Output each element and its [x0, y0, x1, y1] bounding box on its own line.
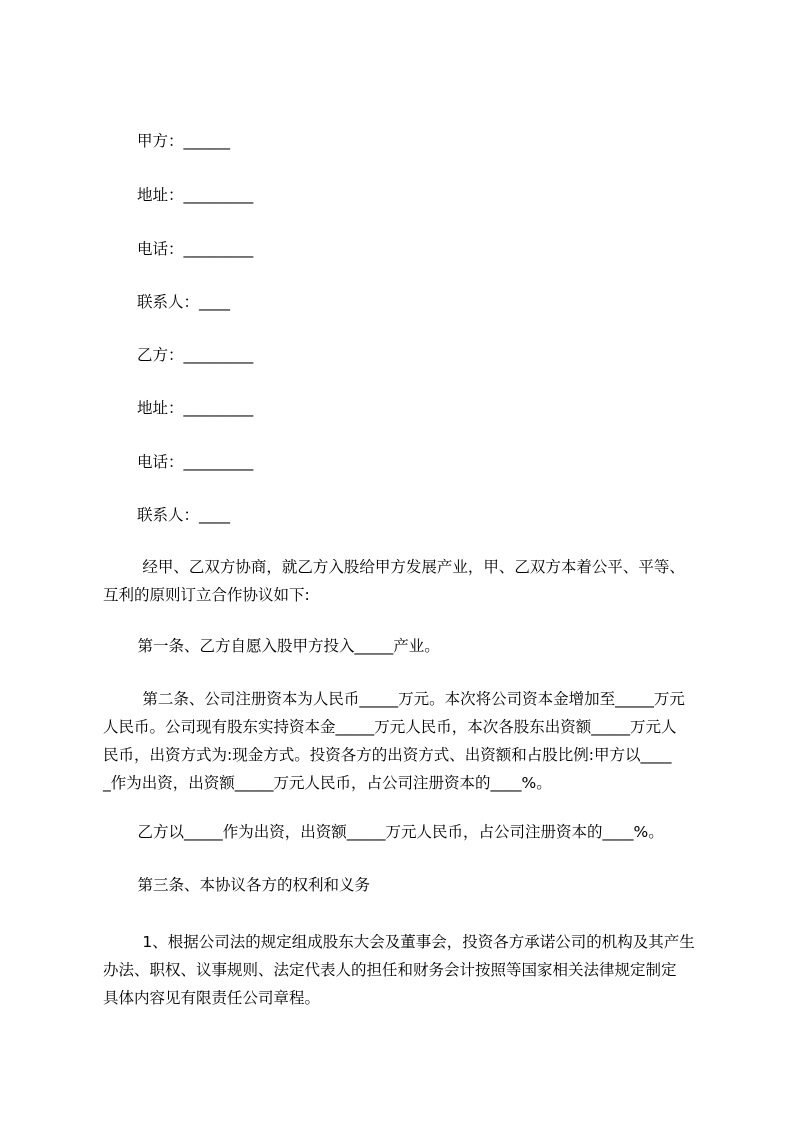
party-b-contact: 联系人：____: [137, 506, 231, 524]
party-a-phone: 电话：_________: [137, 240, 254, 258]
party-b-phone: 电话：_________: [137, 453, 254, 471]
party-a-contact: 联系人：____: [137, 293, 231, 311]
article-2-party-b: 乙方以_____作为出资，出资额_____万元人民币，占公司注册资本的____%。: [103, 823, 664, 841]
party-a-address: 地址：_________: [137, 186, 254, 204]
party-b-address: 地址：_________: [137, 399, 254, 417]
article-1: 第一条、乙方自愿入股甲方投入_____产业。: [103, 637, 440, 655]
article-2: 第二条、公司注册资本为人民币_____万元。本次将公司资本金增加至_____万元 人民币。公司现有股东实持资本金_____万元人民币，本次各股东出资额_____万元人 民币，出资方式为:现金方式。投资各方的出资方式、出资额和占股比例:甲方以____ _作为出资，出资额_____万元人民币，占公司注册资本的____%。: [103, 690, 685, 792]
intro-paragraph: 经甲、乙双方协商，就乙方入股给甲方发展产业，甲、乙双方本着公平、平等、 互利的原则订立合作协议如下:: [103, 558, 685, 604]
article-3-heading: 第三条、本协议各方的权利和义务: [103, 876, 371, 894]
party-b-name: 乙方：_________: [137, 346, 254, 364]
party-a-name: 甲方：______: [137, 132, 231, 150]
clause-1: 1、根据公司法的规定组成股东大会及董事会，投资各方承诺公司的机构及其产生 办法、职权、议事规则、法定代表人的担任和财务会计按照等国家相关法律规定制定 具体内容见有限责任公司章程。: [103, 933, 695, 1007]
